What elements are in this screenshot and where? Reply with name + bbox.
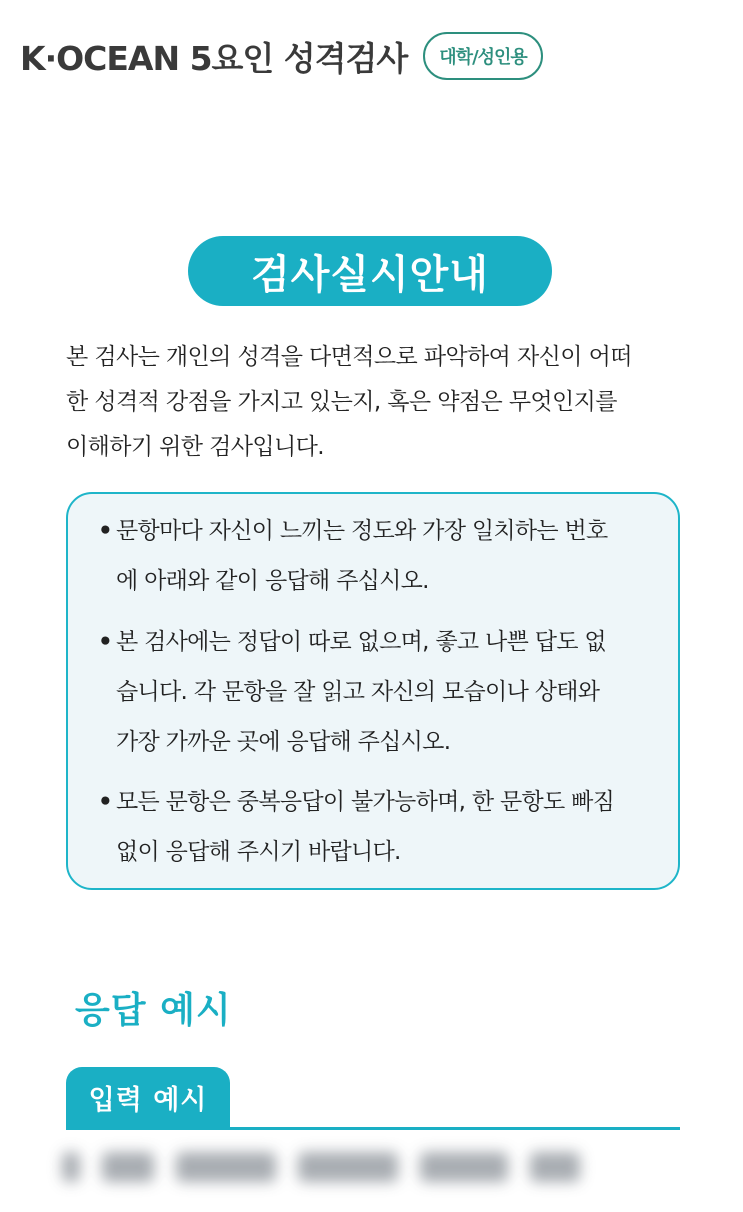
- notice-box: [66, 492, 680, 890]
- blurred-content: [530, 1152, 580, 1182]
- input-example-tab: [66, 1067, 230, 1128]
- input-example-tab-label: 입력 예시: [88, 1085, 208, 1116]
- intro-paragraph: [66, 335, 686, 470]
- notice-item: [98, 777, 668, 877]
- response-example-heading: 응답 예시: [75, 990, 232, 1031]
- notice-item-text: 가장 가까운 곳에 응답해 주십시오.: [116, 729, 451, 755]
- tab-underline: [66, 1127, 680, 1130]
- intro-line: 본 검사는 개인의 성격을 다면적으로 파악하여 자신이 어떠: [66, 344, 632, 370]
- blurred-content: [176, 1152, 276, 1182]
- blurred-content: [102, 1152, 154, 1182]
- intro-line: 한 성격적 강점을 가지고 있는지, 혹은 약점은 무엇인지를: [66, 389, 617, 415]
- bullet-icon: •: [98, 789, 113, 815]
- header: [20, 28, 543, 84]
- notice-item-text: 에 아래와 같이 응답해 주십시오.: [116, 568, 429, 594]
- notice-item-text: 습니다. 각 문항을 잘 읽고 자신의 모습이나 상태와: [116, 679, 600, 705]
- intro-line: 이해하기 위한 검사입니다.: [66, 434, 324, 460]
- notice-item-text: 모든 문항은 중복응답이 불가능하며, 한 문항도 빠짐: [116, 789, 615, 815]
- notice-item-text: 없이 응답해 주시기 바랍니다.: [116, 839, 401, 865]
- blurred-content: [298, 1152, 398, 1182]
- blurred-content: [420, 1152, 508, 1182]
- notice-item-text: 문항마다 자신이 느끼는 정도와 가장 일치하는 번호: [116, 518, 608, 544]
- notice-item: [98, 617, 668, 767]
- bullet-icon: •: [98, 518, 113, 544]
- bullet-icon: •: [98, 629, 113, 655]
- audience-badge: 대학/성인용: [423, 32, 543, 80]
- notice-item-text: 본 검사에는 정답이 따로 없으며, 좋고 나쁜 답도 없: [116, 629, 606, 655]
- blurred-content: [62, 1152, 80, 1182]
- section-title: 검사실시안내: [251, 251, 489, 298]
- app-title: K·OCEAN 5요인 성격검사: [20, 38, 408, 78]
- section-title-pill: [188, 236, 552, 306]
- blurred-example-row: [62, 1142, 622, 1192]
- notice-item: [98, 506, 668, 606]
